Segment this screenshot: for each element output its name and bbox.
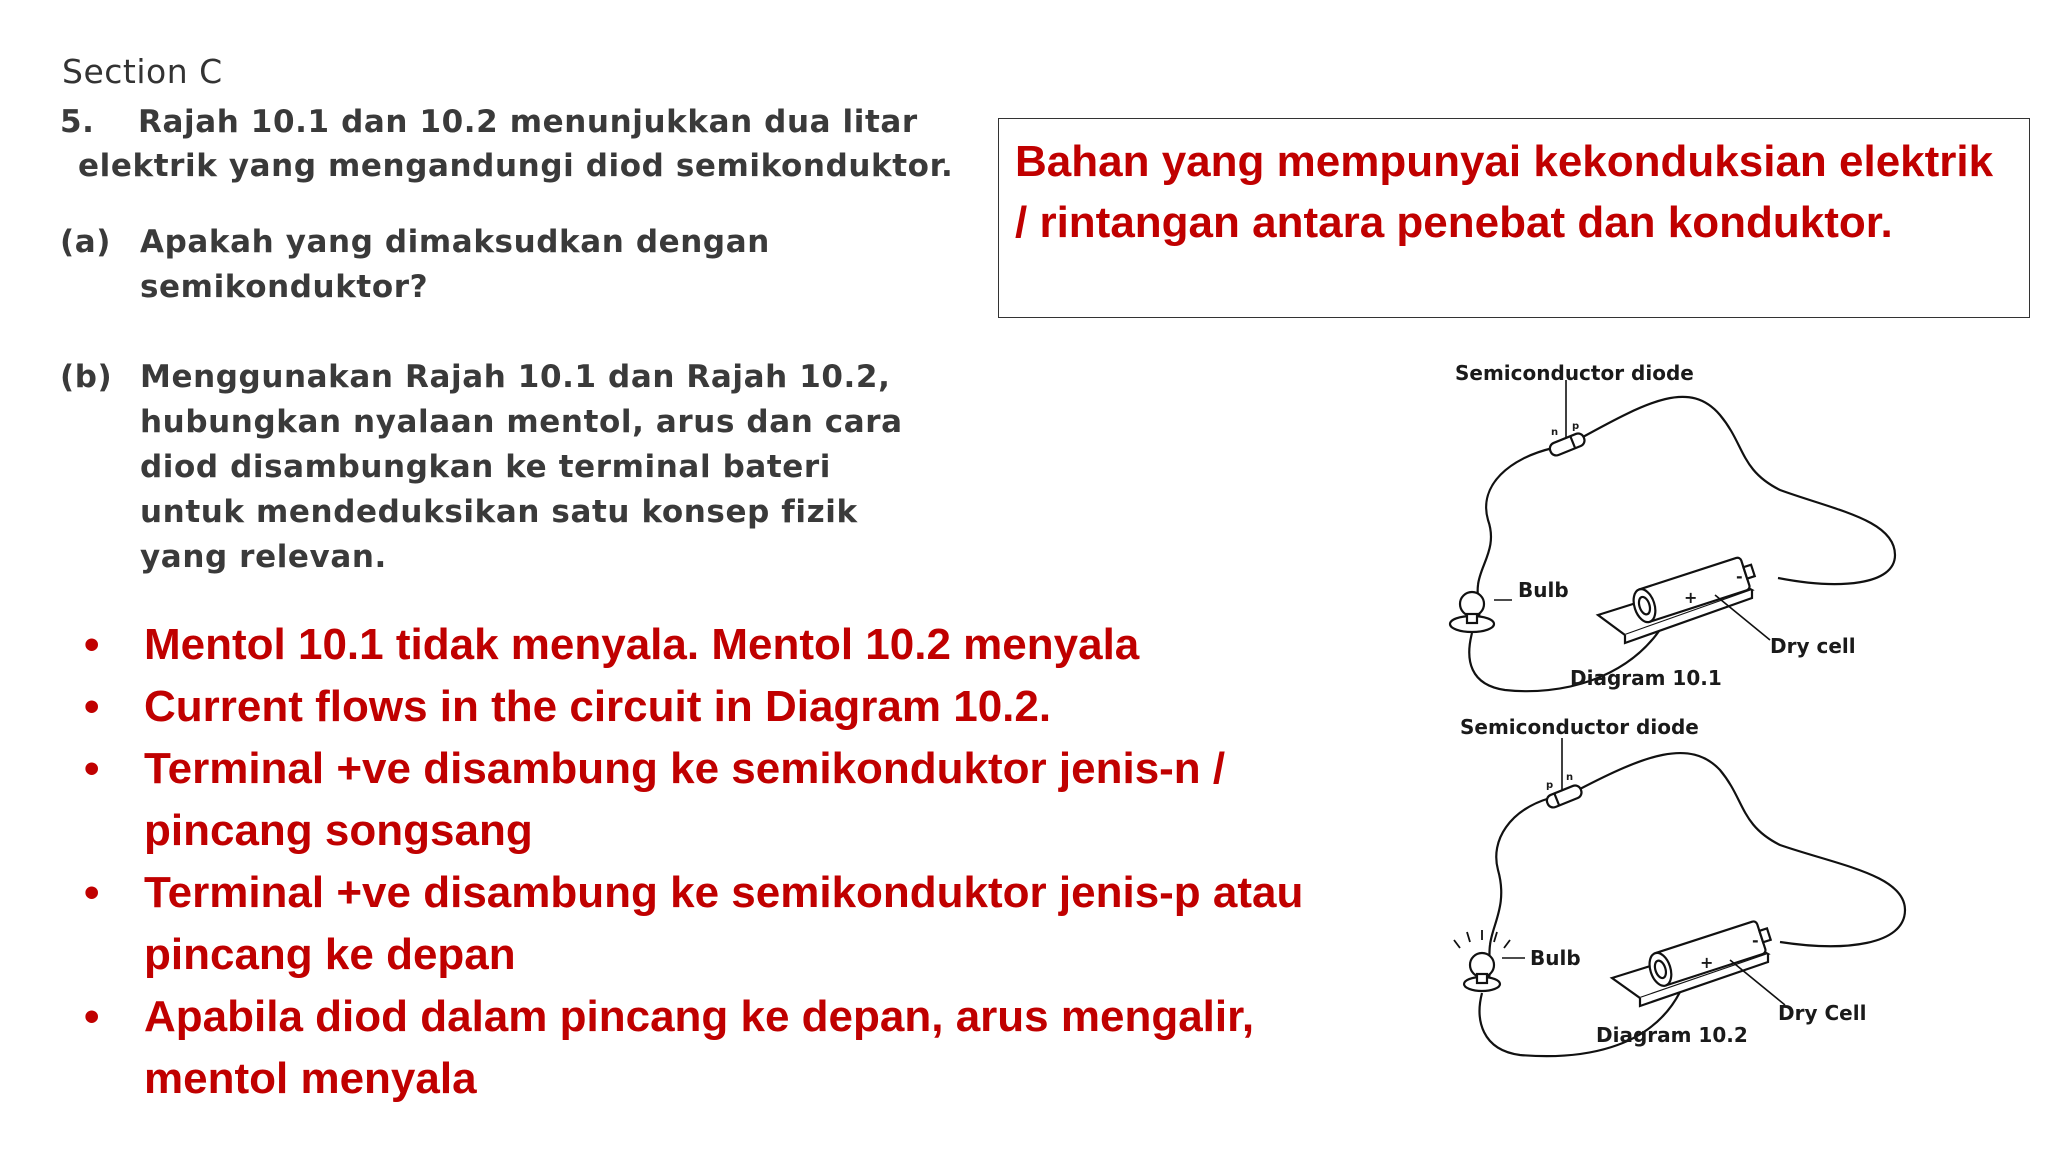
terminal-label: p <box>1572 421 1580 432</box>
answer-a-line-1: Bahan yang mempunyai kekonduksian elektrik <box>1015 137 1994 186</box>
bullet-text-continued: mentol menyala <box>144 1054 477 1103</box>
question-number: 5. <box>60 104 95 140</box>
bullet-text: Current flows in the circuit in Diagram 10.2. <box>144 682 1052 731</box>
question-intro-line-2: elektrik yang mengandungi diod semikonduktor. <box>78 148 954 184</box>
bullet-text: Apabila diod dalam pincang ke depan, arus mengalir, <box>144 992 1255 1041</box>
list-item <box>84 986 1364 1110</box>
diagram-10-1-labels <box>1455 361 1856 690</box>
wire <box>1578 753 1905 946</box>
question-5-line-1 <box>60 100 953 144</box>
bullet-text: Terminal +ve disambung ke semikonduktor jenis-p atau <box>144 868 1304 917</box>
question-5-intro <box>60 100 953 188</box>
part-b-label: (b) <box>60 359 113 395</box>
plus-sign: + <box>1700 953 1714 972</box>
diagram-caption: Diagram 10.1 <box>1570 666 1722 690</box>
section-title: Section C <box>62 52 223 91</box>
terminal-label: p <box>1546 780 1554 791</box>
part-b-line: hubungkan nyalaan mentol, arus dan cara <box>140 404 903 440</box>
wire <box>1581 397 1895 584</box>
bulb-glass <box>1460 592 1484 616</box>
terminal-label: n <box>1566 772 1574 783</box>
diagram-caption: Diagram 10.2 <box>1596 1023 1748 1047</box>
bullet-text: Mentol 10.1 tidak menyala. Mentol 10.2 menyala <box>144 620 1140 669</box>
answer-a-box <box>998 118 2030 318</box>
bullet-text: Terminal +ve disambung ke semikonduktor jenis-n / <box>144 744 1226 793</box>
part-b-line: untuk mendeduksikan satu konsep fizik <box>140 494 858 530</box>
question-part-a <box>60 220 770 310</box>
bulb-label: Bulb <box>1518 578 1569 602</box>
part-b-line: Menggunakan Rajah 10.1 dan Rajah 10.2, <box>140 359 891 395</box>
minus-sign: - <box>1736 567 1743 586</box>
answer-a-line-2: / rintangan antara penebat dan konduktor. <box>1015 198 1893 247</box>
bullet-icon: • <box>84 682 100 731</box>
part-a-label: (a) <box>60 224 112 260</box>
circuit-diagrams <box>1360 360 1920 1120</box>
list-item <box>84 676 1364 738</box>
terminal-label: n <box>1551 427 1559 438</box>
cell-label: Dry cell <box>1770 634 1856 658</box>
glow-rays <box>1454 930 1510 948</box>
cell-label: Dry Cell <box>1778 1001 1867 1025</box>
answer-b-list <box>84 614 1364 1110</box>
bullet-icon: • <box>84 868 100 917</box>
bullet-icon: • <box>84 992 100 1041</box>
bullet-text-continued: pincang songsang <box>144 806 533 855</box>
list-item <box>84 738 1364 862</box>
part-b-line: yang relevan. <box>140 539 387 575</box>
diode-label: Semiconductor diode <box>1455 361 1694 385</box>
list-item <box>84 862 1364 986</box>
part-b-line: diod disambungkan ke terminal bateri <box>140 449 832 485</box>
question-part-b <box>60 355 903 580</box>
plus-sign: + <box>1684 588 1698 607</box>
part-a-line: semikonduktor? <box>140 269 429 305</box>
question-intro-line-1: Rajah 10.1 dan 10.2 menunjukkan dua litar <box>138 104 918 140</box>
part-a-line: Apakah yang dimaksudkan dengan <box>140 224 770 260</box>
list-item <box>84 614 1364 676</box>
bulb-label: Bulb <box>1530 946 1581 970</box>
bullet-text-continued: pincang ke depan <box>144 930 516 979</box>
minus-sign: - <box>1752 931 1759 950</box>
bullet-icon: • <box>84 620 100 669</box>
bullet-icon: • <box>84 744 100 793</box>
diode-label: Semiconductor diode <box>1460 715 1699 739</box>
